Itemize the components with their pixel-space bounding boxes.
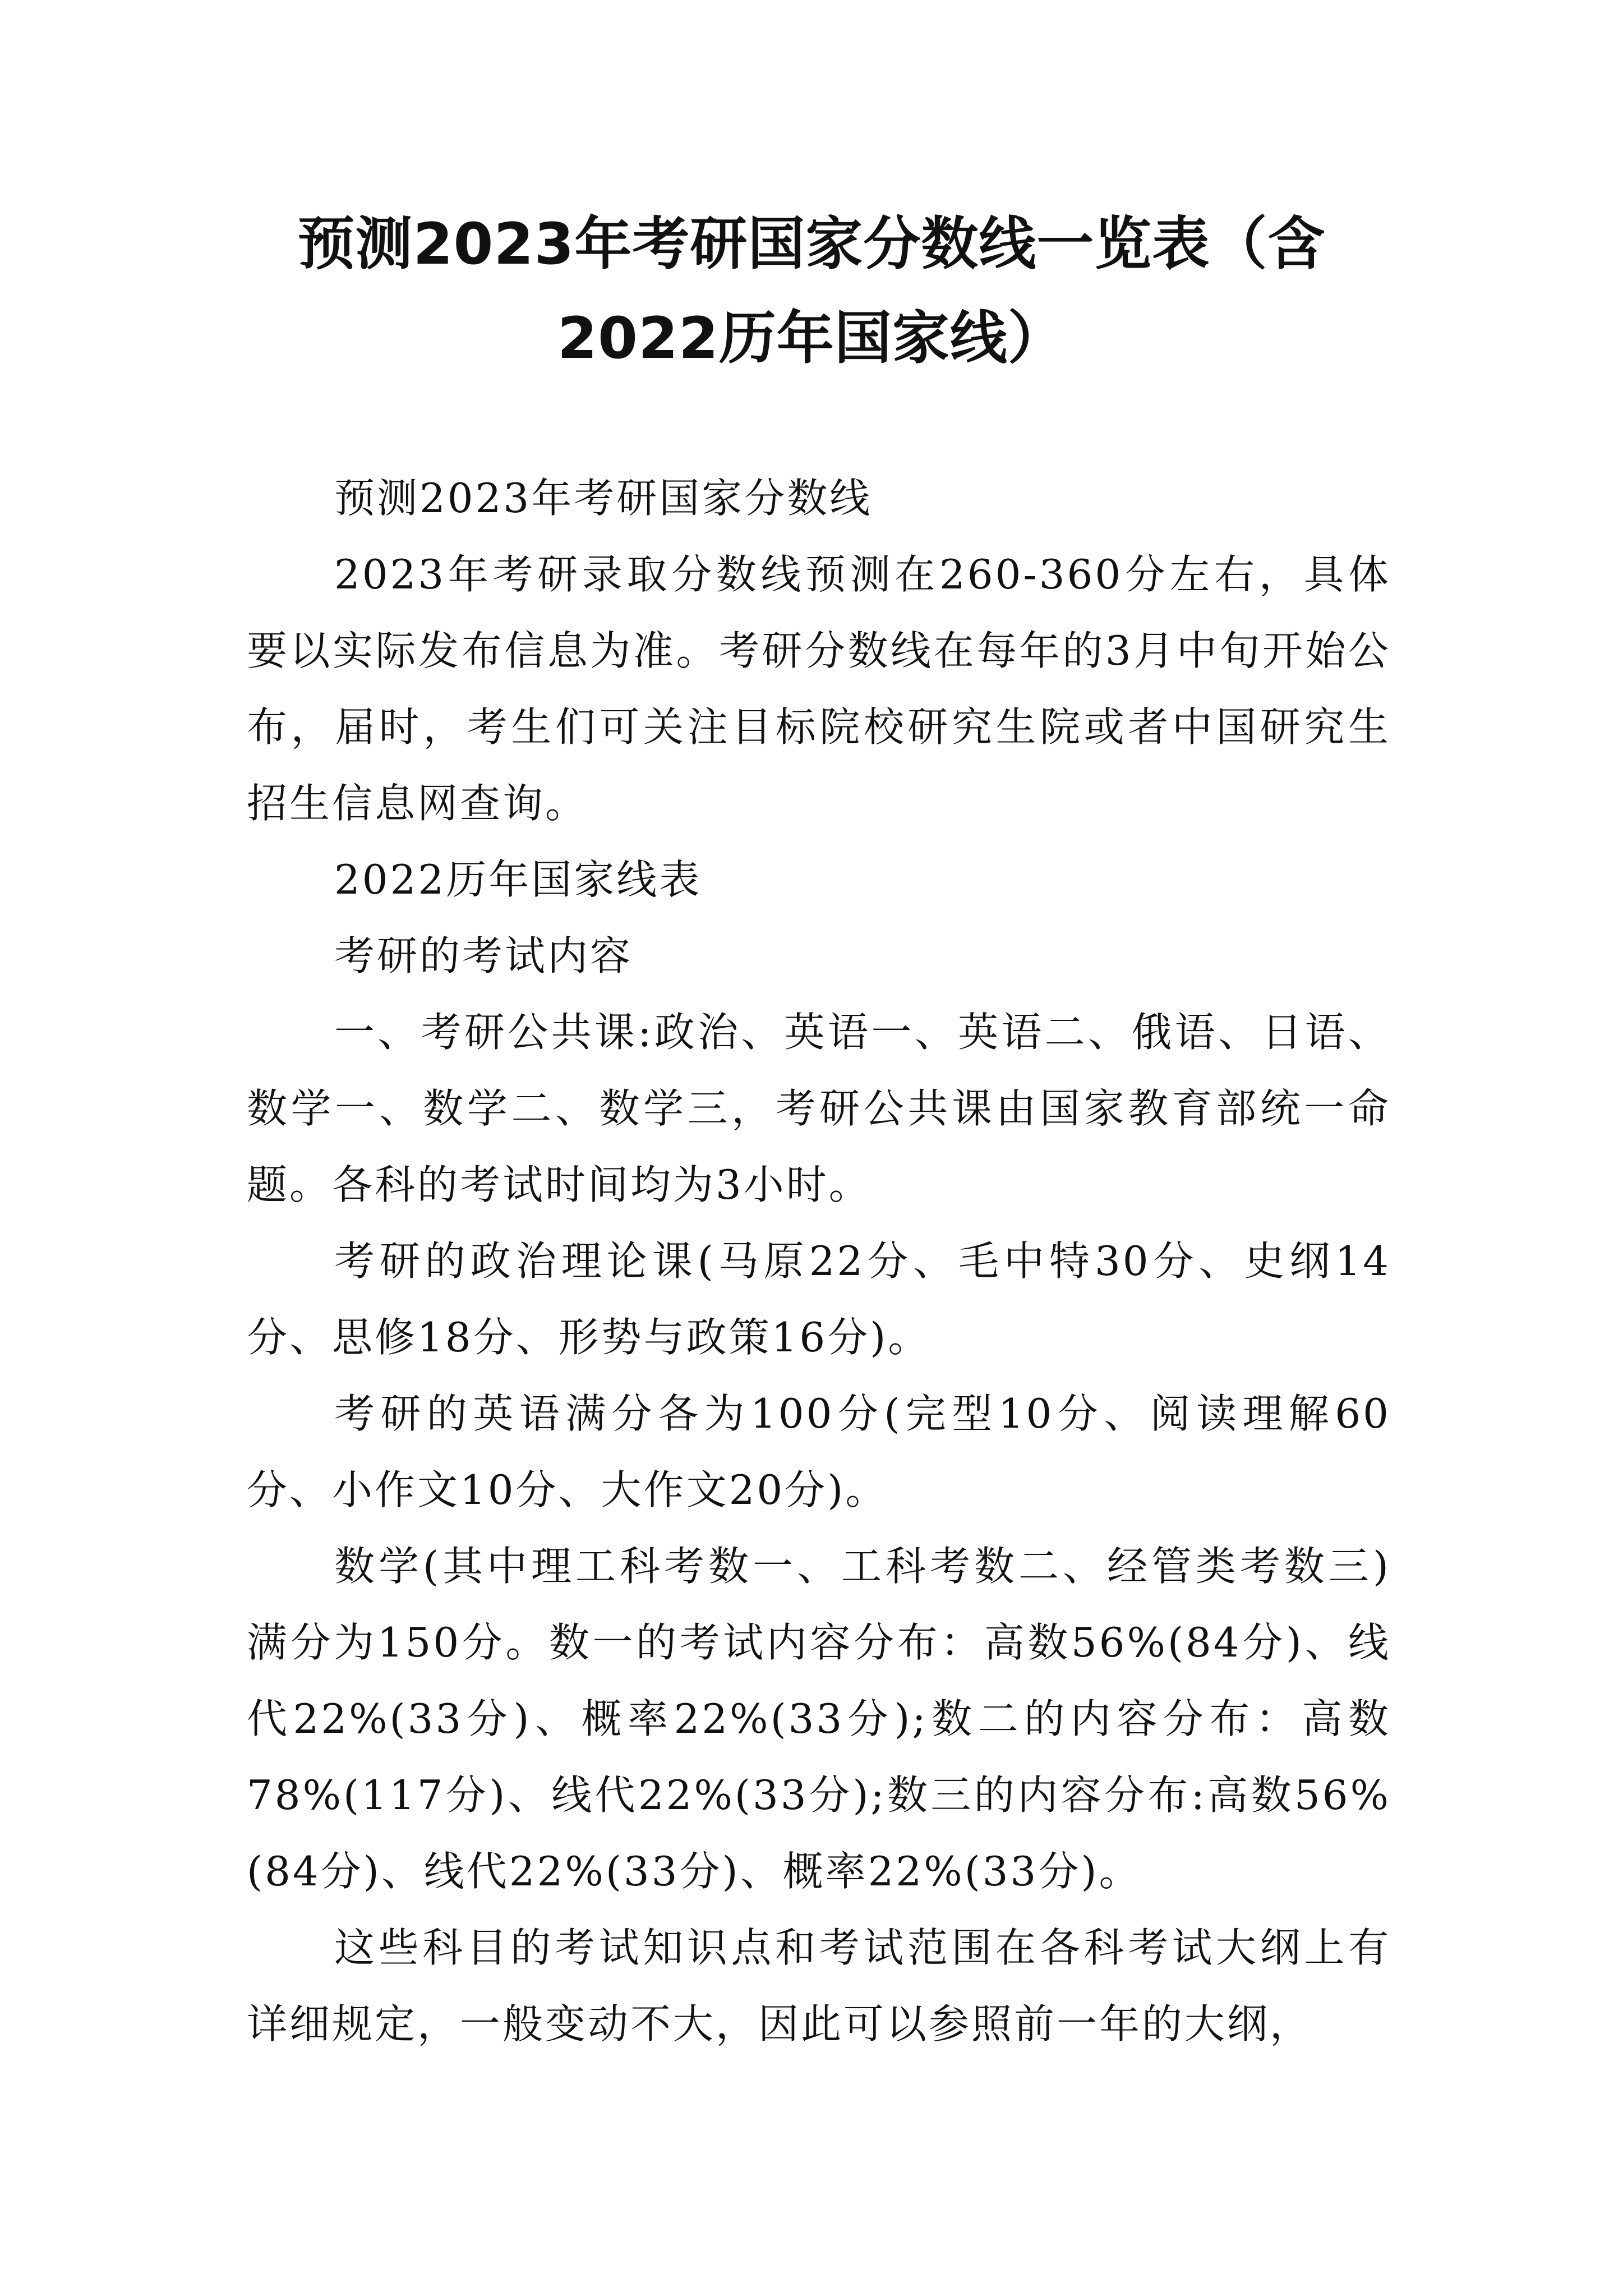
document-title-line-2: 2022历年国家线） [557,305,1066,372]
paragraph-math: 数学(其中理工科考数一、工科考数二、经管类考数三)满分为150分。数一的考试内容分布：高数56%(84分)、线代22%(33分)、概率22%(33分);数二的内容分布：高数78%(117分)、线代22%(33分);数三的内容分布:高数56%(84分)、线代22%(33分)、概率22%(33分)。 [247,1543,1391,1895]
document-body [247,460,1391,2062]
paragraph-exam-content-heading: 考研的考试内容 [334,932,633,979]
paragraph-politics: 考研的政治理论课(马原22分、毛中特30分、史纲14分、思修18分、形势与政策16分)。 [247,1237,1391,1361]
paragraph-syllabus: 这些科目的考试知识点和考试范围在各科考试大纲上有详细规定，一般变动不大，因此可以参照前一年的大纲， [247,1924,1391,2047]
paragraph-history-table-heading: 2022历年国家线表 [334,856,702,903]
paragraph-prediction-heading: 预测2023年考研国家分数线 [334,475,873,522]
paragraph-english: 考研的英语满分各为100分(完型10分、阅读理解60分、小作文10分、大作文20分)。 [247,1390,1391,1513]
paragraph-prediction-detail: 2023年考研录取分数线预测在260-360分左右，具体要以实际发布信息为准。考研分数线在每年的3月中旬开始公布，届时，考生们可关注目标院校研究生院或者中国研究生招生信息网查询。 [247,551,1391,827]
paragraph-public-courses: 一、考研公共课:政治、英语一、英语二、俄语、日语、数学一、数学二、数学三，考研公共课由国家教育部统一命题。各科的考试时间均为3小时。 [247,1009,1391,1208]
document-title-line-1: 预测2023年考研国家分数线一览表（含 [297,211,1326,278]
